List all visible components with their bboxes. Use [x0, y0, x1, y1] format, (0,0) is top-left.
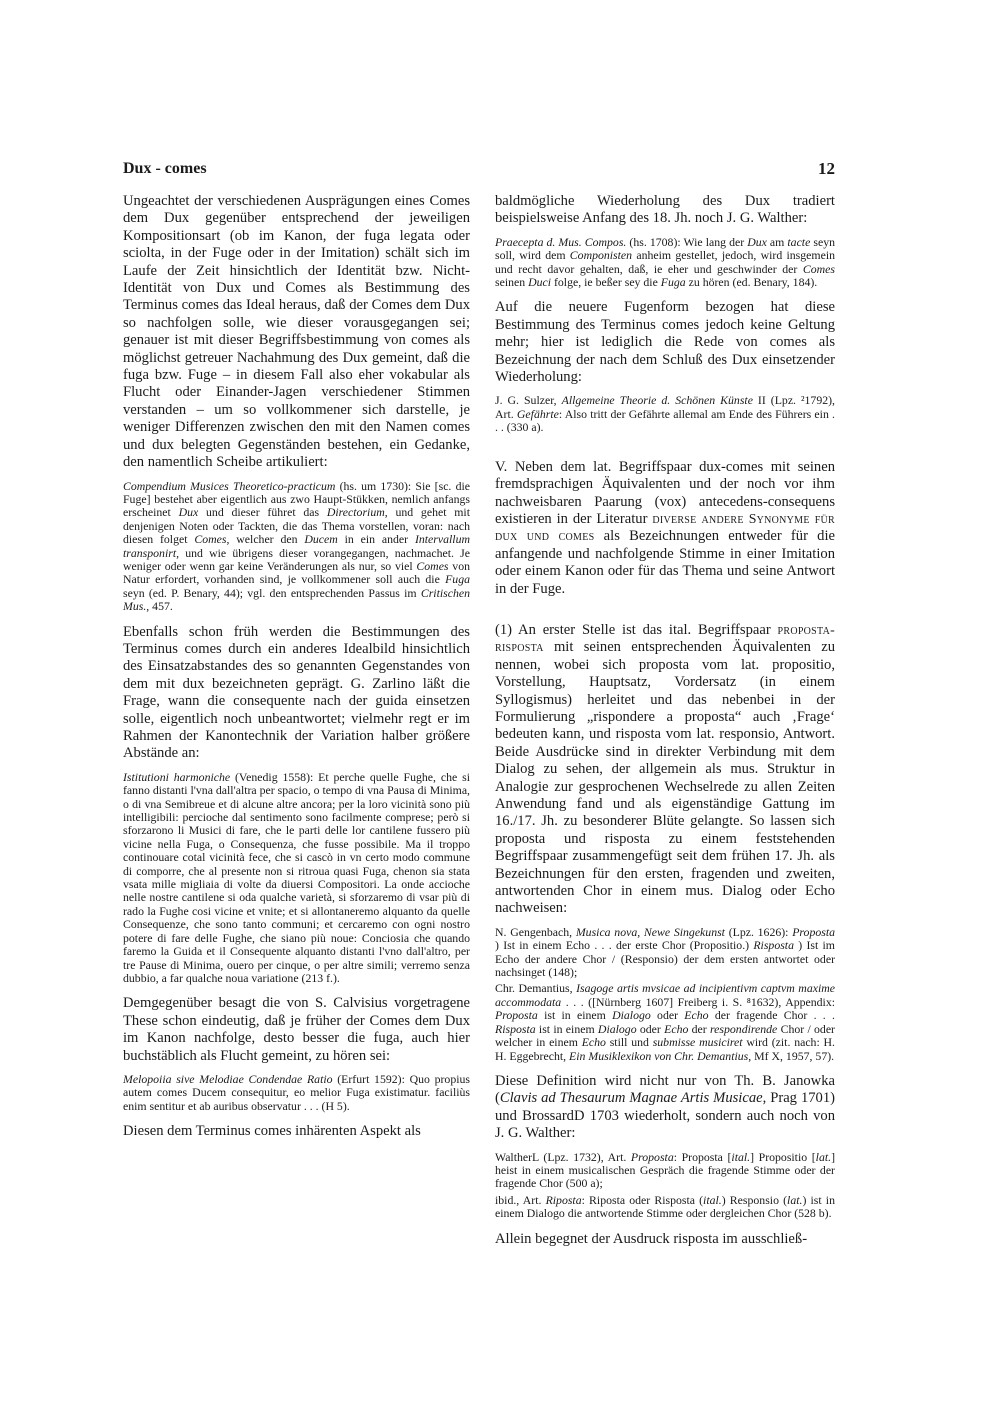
section-paragraph-v — [495, 459, 835, 598]
quote-emphasis: Duci — [528, 275, 552, 290]
quote-emphasis: Gefährte — [516, 406, 559, 421]
paragraph-text: (1) An erster Stelle ist das ital. Begriffspaar — [495, 621, 778, 638]
quote-text: : Proposta [ — [673, 1149, 732, 1164]
quote-emphasis: Directorium — [326, 505, 385, 520]
quote-text: N. Gengenbach, — [495, 924, 576, 939]
quote-emphasis: submisse musiciret — [652, 1035, 743, 1050]
quote-emphasis: Dux — [178, 505, 199, 520]
paragraph: Ungeachtet der verschiedenen Ausprägungen eines Comes dem Dux gegenüber entsprechend der jeweiligen Kompositionsart (ob im Kanon, der fuga legata oder sciolta, in der Fuge oder in der Imitation) schält sich im Laufe der Zeit hinsichtlich der Identität bzw. Nicht-Identität von Dux und Comes als Bestimmung des Terminus comes das Ideal heraus, daß der Comes dem Dux so nachfolgen solle, wie dieser vorausgegangen sei; genauer ist mit dieser Begriffsbestimmung von comes als möglichst getreuer Nachahmung des Dux gemeint, daß die fuga bzw. Fuge – in diesem Fall also eher vokabular als Flucht oder Einander-Jagen verschiedener Stimmen verstanden – um so vollkommener sich darstelle, je weniger Differenzen zwischen den mit den Namen comes und dux belegten Gegenständen bestehen, ein Gedanke, den namentlich Scheibe artikuliert: — [123, 193, 470, 471]
paragraph-text: Diese Definition wird nicht nur von Th. B. Janowka ( — [495, 1072, 835, 1107]
quote-emphasis: tacte — [787, 234, 811, 249]
quote-text: zu hören (ed. Benary, 184). — [685, 275, 818, 290]
quote-text: und dieser führet das — [198, 505, 327, 520]
quote-text: Chr. Demantius, — [495, 981, 577, 996]
quote-emphasis: Ducem — [304, 532, 338, 547]
quote-text: ) Ist in einem Echo . . . der erste Chor (Propositio.) — [495, 938, 754, 953]
quote-text: WaltherL (Lpz. 1732), Art. — [495, 1149, 631, 1164]
quote-emphasis: Critischen Mus. — [123, 585, 470, 614]
quote-emphasis: Echo — [581, 1035, 606, 1050]
citation-demantius — [495, 982, 835, 1062]
paragraph-text: V. Neben dem lat. Begriffspaar dux-comes mit seinen fremdsprachigen Äquivalenten und der noch vor ihm nachweisbaren Paarung (vox) antecedens-consequens existieren in der Literatur — [495, 458, 835, 527]
paragraph-text: , Prag 1701) und BrossardD 1703 wiederholt, sondern auch noch von J. G. Walther: — [495, 1090, 835, 1142]
quote-text: wird (zit. nach: H. H. Eggebrecht, — [495, 1035, 835, 1063]
quote-emphasis: ital. — [703, 1192, 722, 1207]
quote-text: (Erfurt 1592): Quo propius autem comes Ducem consequitur, eo melior Fuga existimatur. faciliùs enim sentitur et ab auribus observatur . . . (H 5). — [123, 1071, 470, 1113]
quote-emphasis: Dialogo — [612, 1008, 651, 1023]
quote-text: (hs. um 1730): Sie [sc. die Fuge] bestehet aber eigentlich aus zwo Haupt-Stükken, nemlich anfangs erscheinet — [123, 478, 470, 520]
quote-emphasis: Fuga — [445, 572, 470, 587]
citation-walther-praecepta — [495, 236, 835, 290]
citation-calvisius — [123, 1073, 470, 1113]
source-title: Compendium Musices Theoretico-practicum — [123, 478, 336, 493]
quote-emphasis: Riposta — [545, 1192, 582, 1207]
paragraph: Ebenfalls schon früh werden die Bestimmungen des Terminus comes durch ein anderes Idealbild hinsichtlich des Einsatzabstandes des so genannten Gegenstandes von dem mit dux bezeichneten geprägt. G. Zarlino läßt die Frage, wann die consequente nach der guida einsetzen solle, eigentlich noch unbeantwortet; vielmehr regt er im Rahmen der Kanontechnik der Variation halber größere Abstände an: — [123, 623, 470, 762]
quote-text: ist in einem — [535, 1021, 598, 1036]
quote-text: ) Responsio ( — [721, 1192, 788, 1207]
quote-emphasis: Comes — [802, 261, 835, 276]
quote-text: in ein ander — [337, 532, 415, 547]
quote-text: J. G. Sulzer, — [495, 393, 562, 408]
quote-text: seyn soll, wird dem — [495, 234, 836, 263]
quote-emphasis: Comes — [194, 532, 227, 547]
source-title: Clavis ad Thesaurum Magnae Artis Musicae — [499, 1090, 763, 1107]
quote-emphasis: Echo — [684, 1008, 709, 1023]
quote-emphasis: lat. — [787, 1192, 803, 1207]
right-column — [495, 193, 835, 1256]
quote-text: , 457. — [146, 599, 173, 614]
quote-text: Chor / oder welcher in einem — [495, 1021, 835, 1050]
quote-text: ibid., Art. — [495, 1192, 546, 1207]
quote-text: ist in einem — [537, 1008, 613, 1023]
quote-emphasis: Risposta — [495, 1021, 536, 1036]
quote-emphasis: Proposta — [630, 1149, 674, 1164]
citation-gengenbach — [495, 926, 835, 980]
paragraph — [495, 1073, 835, 1143]
quote-text: folge, ie beßer sey die — [551, 275, 661, 290]
quote-text: . . . ([Nürnberg 1607] Freiberg i. S. ⁸1632), Appendix: — [561, 994, 835, 1009]
source-title: Istitutioni harmoniche — [123, 769, 231, 784]
quote-text: am — [766, 234, 788, 249]
quote-text: (Venedig 1558): Et perche quelle Fughe, che si fanno distanti l'vna dall'altra per spacio, o tempo di vna Pausa di Minima, o di vna Semibreue et di alcune altre ancora; per la loro vicinità sono più intelligibili: percioche dal sentimento sono facilmente comprese; però si sforzarono li Musici di fare, che le parti delle lor cantilene fussero più vicine nella Fuga, o Consequenza, che fusse possibile. Ma il troppo continouare cotal vicinità fece, che si cascò in vn certo modo commune di comporre, che al presente non si ritroua quasi Fuga, chenon sia stata vsata mille migliaia di volte da diuersi Compositori. La onde accioche nelle nostre cantilene si oda qualche varietà, si sforzaremo di vsar più di rado la Fughe cosi vicine et vnite; et si allontaneremo alquanto da quelle Consequenze, che sono tanto communi; et cercaremo con ogni nostro potere di fare delle Fughe, che siano più noue: Conciosia che quando faremo la Guida et il Consequente alquanto distanti l'vno dall'altro, per tre Pause di Minima, ouero per cinque, o per altre simili; verremo senza dubbio, a far qualche noua variatione (213 f.). — [123, 769, 470, 985]
quote-text: , welcher den — [226, 532, 305, 547]
quote-text: , und gehet mit denjenigen Noten oder Tackten, die das Thema vorstellen, voran: nach diesen folget — [123, 505, 470, 547]
small-caps-term: proposta-risposta — [495, 622, 835, 656]
quote-text: ) Ist im Echo der andere Chor / (Responsio) der dem ersten antwortet oder nachsinget (148); — [495, 938, 835, 980]
paragraph-text: als Bezeichnungen entweder für die anfangende und nachfolgende Stimme in einer Imitation oder einem Kanon oder für das Thema und seine Antwort in der Fuge. — [495, 528, 835, 597]
quote-text: der fragende Chor . . . — [708, 1008, 835, 1023]
quote-emphasis: Dialogo — [597, 1021, 637, 1036]
paragraph-text: mit seinen entsprechenden Äquivalenten zu nennen, wobei sich proposta vom lat. propositio, Vorstellung, Hauptsatz, Vordersatz (in einem Syllogismus) herleitet und das nebenbei in der Formulierung „rispondere a proposta“ auch ‚Frage‘ bedeuten kann, und risposta vom lat. responsio, Antwort. Beide Ausdrücke sind in direkter Verbindung mit dem Dialog zu sehen, der allgemein als mus. Struktur in Analogie zur gesprochenen Wechselrede zu allen Zeiten Anwendung fand und als eigenständige Gattung im 16./17. Jh. zu besonderer Blüte gelangte. So lassen sich proposta und risposta zu einem feststehenden Begriffspaar zusammengefügt seit dem frühen 17. Jh. als Bezeichnungen für den ersten, fragenden und zweiten, antwortenden Chor in einem mus. Dialog oder Echo nachweisen: — [495, 639, 835, 917]
quote-text: seyn (ed. P. Benary, 44); vgl. den entsprechenden Passus im — [123, 585, 421, 600]
source-title: Melopoiia sive Melodiae Condendae Ratio — [123, 1071, 333, 1086]
paragraph: Demgegenüber besagt die von S. Calvisius vorgetragene These schon eindeutig, daß je früher der Comes dem Dux im Kanon nachfolge, desto besser die fuga, auch hier buchstäblich als Flucht gemeint, zu hören sei: — [123, 995, 470, 1064]
quote-emphasis: Comes — [416, 558, 449, 573]
paragraph: Auf die neuere Fugenform bezogen hat diese Bestimmung des Terminus comes jedoch keine Geltung mehr; hier ist lediglich die Rede von comes als Bezeichnung der nach dem Schluß des Dux einsetzender Wiederholung: — [495, 299, 835, 386]
quote-emphasis: Intervallum transponirt — [123, 532, 470, 560]
quote-text: : Riposta oder Risposta ( — [581, 1192, 704, 1207]
citation-zarlino — [123, 771, 470, 986]
quote-text: : Also tritt der Gefährte allemal am Ende des Führers ein . . . (330 a). — [495, 406, 836, 435]
quote-text: seinen — [495, 275, 529, 290]
quote-text: ) ist in einem Dialogo die antwortende Stimme oder dergleichen Chor (528 b). — [495, 1192, 835, 1221]
quote-text: der — [688, 1021, 711, 1036]
citation-sulzer — [495, 394, 835, 434]
citation-scheibe — [123, 480, 470, 614]
quote-text: (hs. 1708): Wie lang der — [626, 234, 748, 249]
quote-emphasis: Componisten — [569, 248, 633, 263]
quote-text: , Mf X, 1957, 57). — [748, 1048, 835, 1063]
source-title: Ein Musiklexikon von Chr. Demantius — [569, 1048, 749, 1063]
paragraph: baldmögliche Wiederholung des Dux tradiert beispielsweise Anfang des 18. Jh. noch J. G. Walther: — [495, 193, 835, 227]
paragraph: Diesen dem Terminus comes inhärenten Aspekt als — [123, 1123, 421, 1140]
running-title: Dux - comes — [123, 160, 207, 177]
quote-emphasis: Proposta — [495, 1008, 538, 1023]
quote-text: ] heist in einem musicalischen Gespräch die fragende Stimme oder der fragende Chor (500 a); — [495, 1149, 836, 1191]
quote-emphasis: Proposta — [792, 924, 836, 939]
quote-emphasis: respondirende — [710, 1021, 778, 1036]
page-number: 12 — [818, 159, 835, 178]
quote-text: oder — [636, 1021, 665, 1036]
quote-emphasis: Fuga — [660, 275, 686, 290]
quote-text: von Natur erfordert, vorhanden sind, je vollkommener soll auch die — [123, 558, 470, 587]
quote-text: II (Lpz. ²1792), Art. — [495, 393, 835, 421]
source-title: Allgemeine Theorie d. Schönen Künste — [561, 393, 753, 408]
quote-text: (Lpz. 1626): — [724, 924, 793, 939]
section-paragraph-1 — [495, 622, 835, 918]
source-title: Isagoge artis mvsicae ad incipientivm captvm maxime accommodata — [495, 981, 835, 1009]
quote-text: oder — [650, 1008, 685, 1023]
quote-text: ] Propositio [ — [750, 1149, 816, 1164]
quote-emphasis: Risposta — [753, 938, 794, 953]
quote-text: , und wie übrigens dieser vorangegangen, nachmachet. Je weniger oder wenn gar keine Veränderungen als nur, so viel — [123, 545, 470, 573]
small-caps-term: diverse andere Synonyme für dux und comes — [495, 511, 836, 545]
quote-emphasis: ital. — [731, 1149, 751, 1164]
quote-text: still und — [605, 1035, 653, 1050]
citation-waltherl-riposta — [495, 1194, 835, 1221]
citation-waltherl-proposta — [495, 1151, 835, 1191]
quote-emphasis: Dux — [747, 234, 767, 249]
paragraph: Allein begegnet der Ausdruck risposta im ausschließ- — [495, 1230, 808, 1247]
quote-text: anheim gestellet, jedoch, wird insgemein und recht davor gehalten, daß, ie eher und geschwinder der — [495, 248, 835, 276]
left-column — [123, 193, 470, 1149]
quote-emphasis: Echo — [664, 1021, 689, 1036]
source-title: Praecepta d. Mus. Compos. — [495, 234, 627, 249]
source-title: Musica nova, Newe Singekunst — [575, 924, 725, 939]
quote-emphasis: lat. — [815, 1149, 832, 1164]
